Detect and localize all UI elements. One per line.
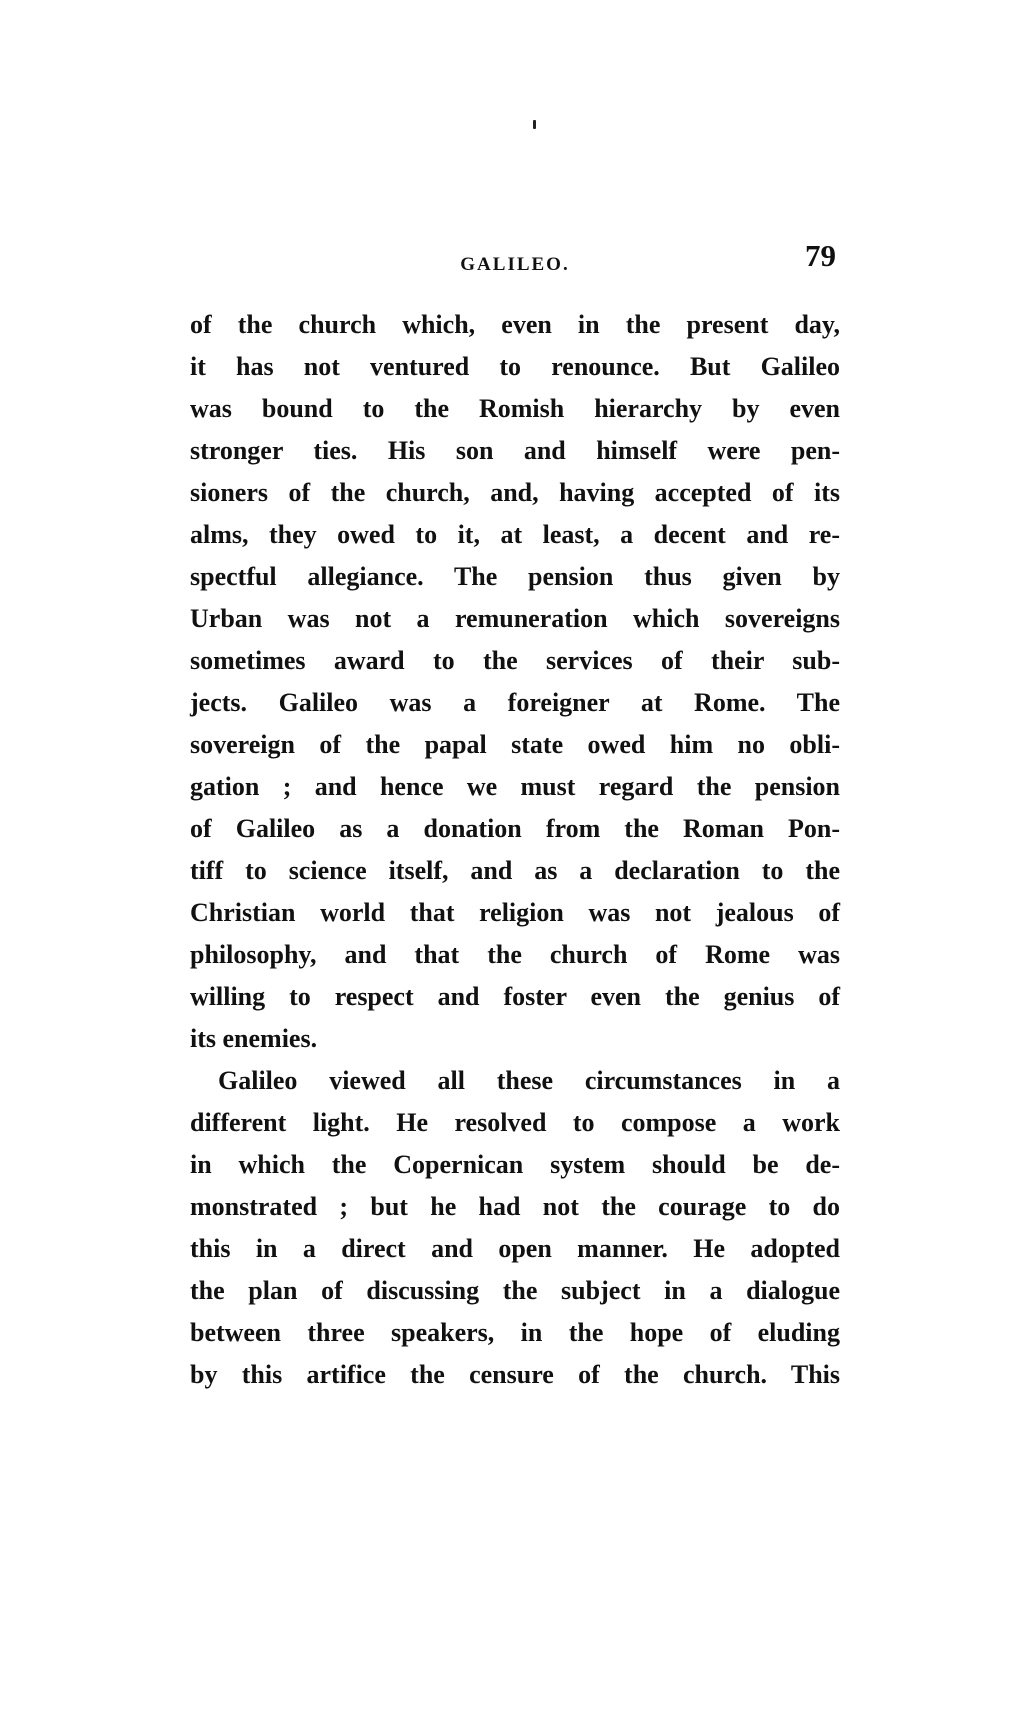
text-line: sovereign of the papal state owed him no obli- [190,730,840,759]
text-line: of the church which, even in the present day, [190,310,840,339]
text-line: willing to respect and foster even the genius of [190,982,840,1011]
text-line: in which the Copernican system should be de- [190,1150,840,1179]
text-line: by this artifice the censure of the church. This [190,1360,840,1389]
text-line: Galileo viewed all these circumstances in a [218,1066,840,1095]
text-line: between three speakers, in the hope of eluding [190,1318,840,1347]
text-line: jects. Galileo was a foreigner at Rome. The [190,688,840,717]
text-line: tiff to science itself, and as a declaration to the [190,856,840,885]
text-line: gation ; and hence we must regard the pension [190,772,840,801]
running-title: GALILEO. [460,254,570,275]
text-line: spectful allegiance. The pension thus given by [190,562,840,591]
page-number: 79 [805,238,836,273]
text-line: stronger ties. His son and himself were pen- [190,436,840,465]
text-line: the plan of discussing the subject in a dialogue [190,1276,840,1305]
text-line: Christian world that religion was not jealous of [190,898,840,927]
text-line: philosophy, and that the church of Rome was [190,940,840,969]
ink-speck [533,120,536,129]
text-line: was bound to the Romish hierarchy by even [190,394,840,423]
text-line: its enemies. [190,1024,318,1053]
text-line: alms, they owed to it, at least, a decent and re- [190,520,840,549]
text-line: it has not ventured to renounce. But Galileo [190,352,840,381]
text-line: sometimes award to the services of their sub- [190,646,840,675]
text-line: monstrated ; but he had not the courage to do [190,1192,840,1221]
text-line: this in a direct and open manner. He adopted [190,1234,840,1263]
running-head [190,236,840,280]
body-text [190,304,840,1396]
text-line: Urban was not a remuneration which sovereigns [190,604,840,633]
text-line: different light. He resolved to compose a work [190,1108,840,1137]
text-line: of Galileo as a donation from the Roman Pon- [190,814,840,843]
text-line: sioners of the church, and, having accepted of its [190,478,840,507]
